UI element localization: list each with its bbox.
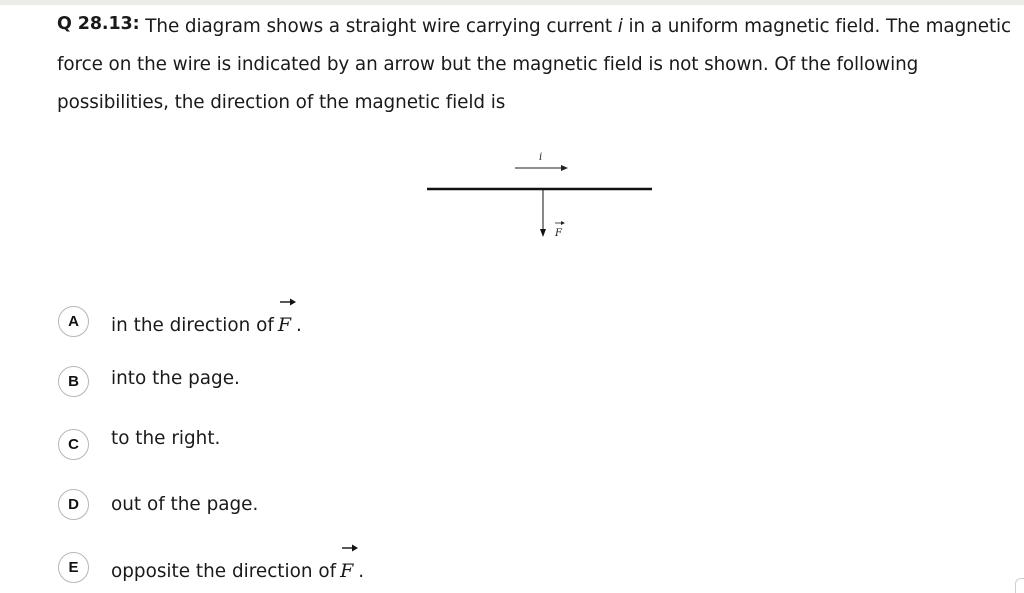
option-c[interactable] — [58, 429, 558, 463]
option-d-badge[interactable]: D — [58, 489, 89, 520]
option-c-text: to the right. — [111, 428, 221, 449]
option-b[interactable] — [58, 366, 558, 400]
option-b-badge[interactable]: B — [58, 366, 89, 397]
option-e-badge[interactable]: E — [58, 552, 89, 583]
option-e-text: opposite the direction of F . — [111, 560, 364, 582]
current-label: i — [539, 152, 543, 163]
option-a-text: in the direction of F . — [111, 314, 302, 336]
question-body-part1: The diagram shows a straight wire carrying current — [139, 16, 618, 37]
force-label-vector-arrowhead — [561, 221, 565, 225]
vector-f: F — [340, 560, 353, 582]
option-a[interactable] — [58, 306, 558, 340]
option-d-text: out of the page. — [111, 494, 259, 515]
option-d[interactable] — [58, 489, 558, 523]
vector-arrow-icon — [341, 543, 359, 553]
option-c-badge[interactable]: C — [58, 429, 89, 460]
current-symbol: i — [617, 16, 623, 37]
question-body-part2: in a uniform magnetic field. The magnetic force on the wire is indicated by an arrow but the magnetic field is not shown. Of the following possibilities, the direction of the magnetic field is — [57, 16, 1012, 113]
option-b-text: into the page. — [111, 368, 240, 389]
option-a-badge[interactable]: A — [58, 306, 89, 337]
force-arrowhead — [540, 229, 546, 237]
vector-f: F — [278, 314, 291, 336]
force-label: F — [555, 228, 562, 239]
question-number: Q 28.13: — [57, 14, 140, 34]
option-e[interactable] — [58, 552, 558, 586]
question-text — [57, 8, 1017, 122]
top-rule — [0, 0, 1024, 5]
corner-mark — [1015, 578, 1024, 593]
current-arrowhead — [561, 165, 568, 171]
wire-diagram — [420, 140, 660, 250]
vector-arrow-icon — [279, 297, 297, 307]
